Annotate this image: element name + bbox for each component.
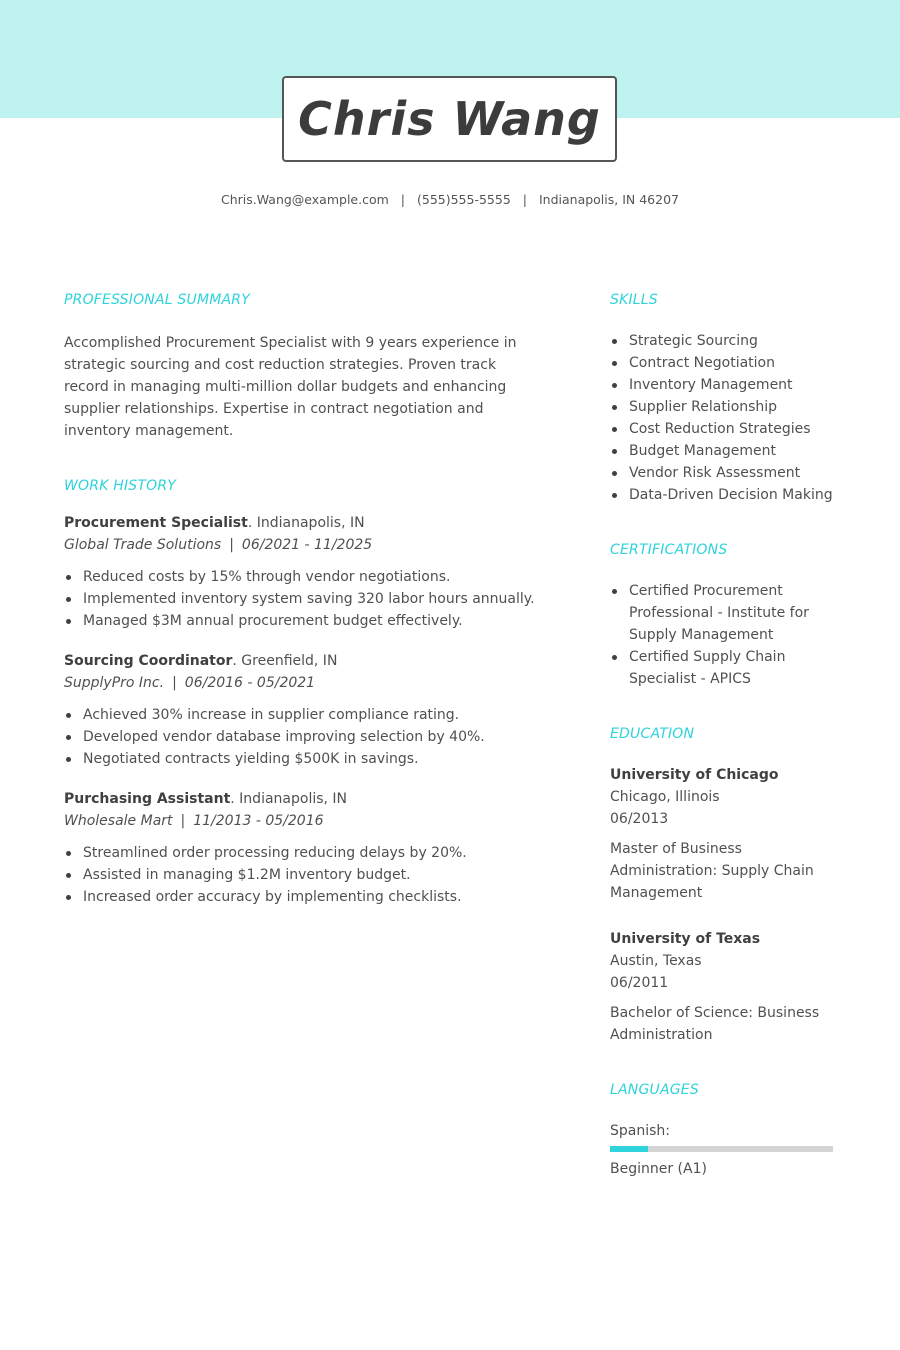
work-section [64, 478, 544, 908]
education-entry [610, 764, 845, 904]
job-dates: 06/2021 - 11/2025 [241, 537, 373, 553]
skill-item: Data-Driven Decision Making [610, 484, 845, 506]
job-bullet: Reduced costs by 15% through vendor negotiations. [64, 566, 544, 588]
education-date: 06/2011 [610, 975, 669, 991]
contact-line [0, 192, 900, 207]
education-degree: Bachelor of Science: Business Administration [610, 1005, 820, 1043]
job-separator: | [229, 537, 234, 553]
section-heading-languages: LANGUAGES [610, 1082, 699, 1098]
section-heading-certifications: CERTIFICATIONS [610, 542, 728, 558]
contact-separator: | [400, 192, 405, 207]
job-bullet: Streamlined order processing reducing delays by 20%. [64, 842, 544, 864]
certification-item: Certified Supply Chain Specialist - APICS [610, 646, 845, 690]
job-bullet: Developed vendor database improving selection by 40%. [64, 726, 544, 748]
job-entry [64, 512, 544, 632]
language-level: Beginner (A1) [610, 1161, 707, 1177]
job-title-line [64, 512, 544, 534]
job-company: Wholesale Mart [64, 813, 173, 829]
skill-item: Contract Negotiation [610, 352, 845, 374]
job-company: SupplyPro Inc. [64, 675, 165, 691]
language-proficiency-bar [610, 1146, 833, 1152]
skills-list [610, 330, 845, 506]
education-degree: Master of Business Administration: Supply Chain Management [610, 841, 814, 901]
language-proficiency-fill [610, 1146, 648, 1152]
job-company: Global Trade Solutions [64, 537, 222, 553]
job-location: . Greenfield, IN [232, 653, 338, 669]
education-school: University of Texas [610, 931, 761, 947]
job-entry [64, 650, 544, 770]
skill-item: Supplier Relationship [610, 396, 845, 418]
education-location: Chicago, Illinois [610, 789, 720, 805]
job-separator: | [172, 675, 177, 691]
job-location: . Indianapolis, IN [247, 515, 365, 531]
job-company-line [64, 672, 544, 694]
summary-text: Accomplished Procurement Specialist with 9 years experience in strategic sourcing and cost reduction strategies. Proven track record in managing multi-million dollar budgets and enhancing supplier relationships. Expertise in contract negotiation and inventory management. [64, 335, 517, 439]
job-bullet: Increased order accuracy by implementing checklists. [64, 886, 544, 908]
job-entry [64, 788, 544, 908]
skills-section [610, 292, 845, 506]
skill-item: Strategic Sourcing [610, 330, 845, 352]
job-dates: 06/2016 - 05/2021 [184, 675, 316, 691]
job-bullet: Achieved 30% increase in supplier compliance rating. [64, 704, 544, 726]
job-bullet: Assisted in managing $1.2M inventory budget. [64, 864, 544, 886]
job-bullet: Negotiated contracts yielding $500K in savings. [64, 748, 544, 770]
contact-email[interactable]: Chris.Wang@example.com [220, 192, 389, 207]
section-heading-summary: PROFESSIONAL SUMMARY [64, 292, 250, 308]
right-column [610, 292, 845, 1180]
contact-location: Indianapolis, IN 46207 [538, 192, 679, 207]
left-column [64, 292, 544, 908]
job-bullet: Implemented inventory system saving 320 labor hours annually. [64, 588, 544, 610]
job-separator: | [180, 813, 186, 829]
job-title: Procurement Specialist [64, 515, 248, 531]
skill-item: Inventory Management [610, 374, 845, 396]
certifications-section [610, 542, 845, 690]
education-date: 06/2013 [610, 811, 669, 827]
job-bullet: Managed $3M annual procurement budget effectively. [64, 610, 544, 632]
education-section [610, 726, 845, 1046]
skill-item: Cost Reduction Strategies [610, 418, 845, 440]
certification-item: Certified Procurement Professional - Institute for Supply Management [610, 580, 845, 646]
skill-item: Vendor Risk Assessment [610, 462, 845, 484]
contact-phone[interactable]: (555)555-5555 [416, 192, 511, 207]
contact-separator: | [522, 192, 527, 207]
education-location: Austin, Texas [610, 953, 702, 969]
job-title: Sourcing Coordinator [64, 653, 233, 669]
summary-section [64, 292, 544, 442]
certifications-list [610, 580, 845, 690]
job-company-line [64, 810, 544, 832]
job-company-line [64, 534, 544, 556]
job-title-line [64, 650, 544, 672]
section-heading-work: WORK HISTORY [64, 478, 177, 494]
education-entry [610, 928, 845, 1046]
education-school: University of Chicago [610, 767, 779, 783]
section-heading-education: EDUCATION [610, 726, 695, 742]
job-title: Purchasing Assistant [64, 791, 231, 807]
job-location: . Indianapolis, IN [230, 791, 348, 807]
languages-section [610, 1082, 845, 1180]
candidate-name: Chris Wang [298, 92, 601, 146]
job-bullets [64, 704, 544, 770]
job-bullets [64, 566, 544, 632]
job-dates: 11/2013 - 05/2016 [193, 813, 324, 829]
name-box [282, 76, 617, 162]
job-title-line [64, 788, 544, 810]
skill-item: Budget Management [610, 440, 845, 462]
section-heading-skills: SKILLS [610, 292, 658, 308]
job-bullets [64, 842, 544, 908]
language-name: Spanish: [610, 1123, 670, 1139]
